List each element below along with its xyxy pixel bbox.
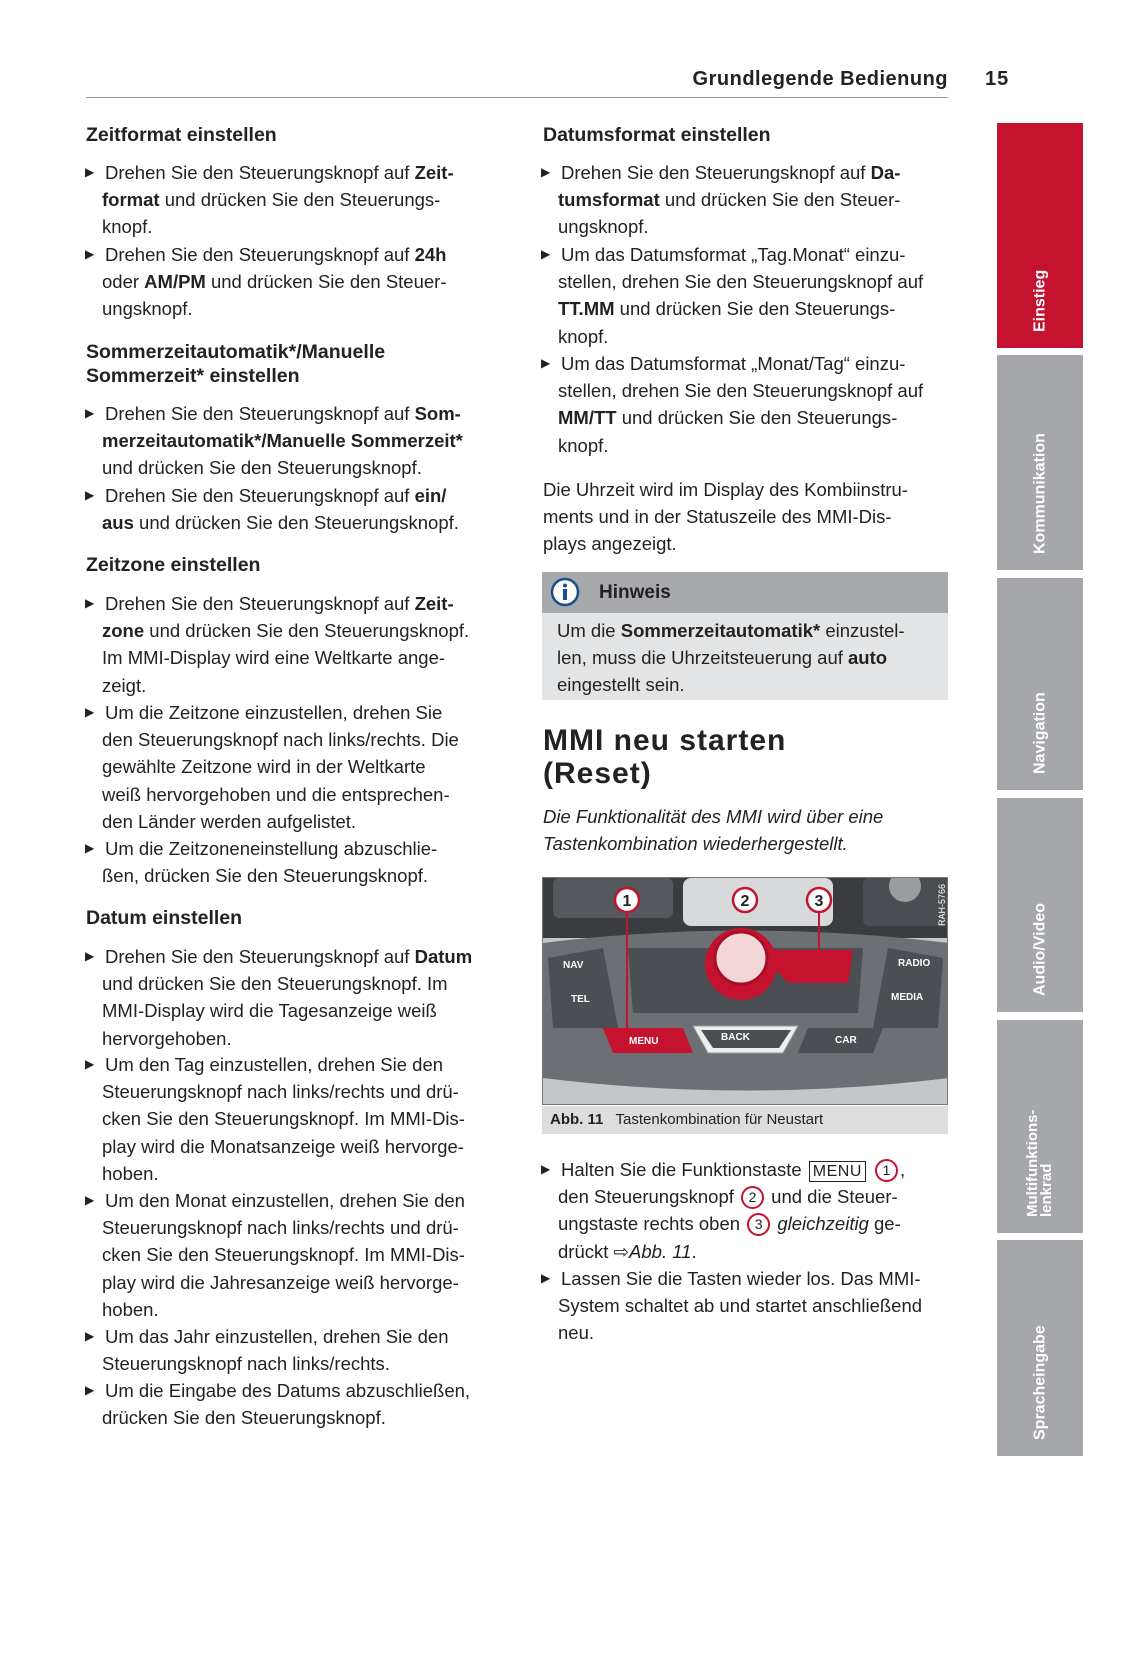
text-line (102, 1404, 470, 1431)
text-run: Drehen Sie den Steuerungsknopf auf (105, 593, 415, 614)
text-run: Steuerungsknopf nach links/rechts und drü- (102, 1217, 459, 1239)
text-run: knopf. (558, 325, 609, 347)
bullet-marker-icon: ▶ (85, 1329, 95, 1343)
text-line (102, 808, 459, 835)
tab-label: Audio/Video (1031, 902, 1049, 996)
media-button-label: MEDIA (891, 992, 924, 1003)
text-run: Um die Zeitzoneneinstellung abzuschlie- (105, 838, 438, 859)
bullet-item (85, 835, 438, 889)
marker-3 (807, 888, 831, 912)
nav-button-label: NAV (563, 960, 584, 971)
text-run: weiß hervorgehoben und die entsprechen- (102, 783, 450, 805)
text-run: cken Sie den Steuerungsknopf. Im MMI-Dis- (102, 1244, 465, 1266)
bold-text: Som- (414, 403, 461, 424)
bold-text: MM/TT (558, 407, 617, 429)
text-line (102, 1187, 465, 1214)
text-run (868, 1159, 873, 1180)
note-text (557, 617, 905, 699)
text-run: ments und in der Statuszeile des MMI-Dis- (543, 506, 892, 528)
callout-number: 1 (875, 1159, 898, 1182)
text-run: zeigt. (102, 674, 147, 696)
text-run: ßen, drücken Sie den Steuerungsknopf. (102, 865, 429, 887)
italic-text: Tastenkombination wiederhergestellt. (543, 833, 848, 855)
section-heading: Zeitformat einstellen (86, 124, 277, 146)
note-header (542, 572, 948, 613)
text-line (102, 617, 469, 644)
bullet-marker-icon: ▶ (85, 841, 95, 855)
bold-text: zone (102, 620, 145, 642)
text-run: Drehen Sie den Steuerungsknopf auf (105, 946, 415, 967)
car-button-label: CAR (835, 1035, 857, 1046)
bullet-marker-icon: ▶ (85, 596, 95, 610)
text-line (102, 835, 437, 862)
text-run: den Steuerungsknopf nach links/rechts. Die (102, 729, 459, 751)
text-run: Drehen Sie den Steuerungsknopf auf (561, 162, 871, 183)
bold-text: ein/ (414, 485, 447, 506)
text-line (102, 590, 469, 617)
bullet-item (85, 241, 447, 323)
text-line (102, 943, 472, 970)
tab-spracheingabe[interactable] (997, 1240, 1083, 1456)
bold-text: aus (102, 512, 134, 534)
text-line (558, 1238, 905, 1265)
text-line (102, 268, 447, 295)
text-run: Um die Zeitzone einzustellen, drehen Sie (105, 702, 443, 723)
text-run: knopf. (102, 216, 153, 238)
text-run: und drücken Sie den Steuerungsknopf. (133, 512, 459, 534)
text-run: ungsknopf. (558, 216, 649, 238)
info-icon (550, 577, 580, 607)
note-title: Hinweis (599, 582, 671, 603)
text-line (558, 295, 923, 322)
bullet-marker-icon: ▶ (85, 1193, 95, 1207)
tab-multifunktionslenkrad[interactable] (997, 1020, 1083, 1233)
mmi-console-illustration (543, 878, 948, 1105)
text-line (102, 186, 454, 213)
text-run: drückt ⇨ (558, 1240, 630, 1262)
bullet-marker-icon: ▶ (85, 165, 95, 179)
text-line (543, 830, 883, 857)
text-run: oder (102, 271, 145, 293)
bullet-item (541, 350, 924, 459)
text-line (102, 1133, 465, 1160)
radio-button-label: RADIO (898, 958, 931, 969)
text-line (558, 1265, 922, 1292)
tab-label: Einstieg (1031, 269, 1049, 332)
text-line (558, 213, 900, 240)
text-run: Drehen Sie den Steuerungsknopf auf (105, 162, 415, 183)
marker-2 (733, 888, 757, 912)
text-line (102, 1296, 465, 1323)
text-line (102, 1078, 465, 1105)
bullet-item (541, 1156, 906, 1265)
bullet-item (85, 590, 470, 699)
bullet-item (541, 159, 901, 241)
text-run: len, muss die Uhrzeitsteuerung auf (557, 647, 849, 669)
text-run: ungsknopf. (102, 298, 193, 320)
bullet-item (85, 1377, 471, 1431)
text-line (558, 404, 923, 431)
text-line (558, 241, 923, 268)
text-run: Im MMI-Display wird eine Weltkarte ange- (102, 647, 446, 669)
text-line (102, 1269, 465, 1296)
text-line (102, 672, 469, 699)
bullet-item (85, 943, 473, 1052)
text-line (557, 644, 905, 671)
bullet-item (85, 699, 459, 835)
bullet-marker-icon: ▶ (85, 488, 95, 502)
callout-number: 3 (747, 1213, 770, 1236)
text-run: den Länder werden aufgelistet. (102, 810, 357, 832)
intro-text (543, 803, 883, 857)
text-line (558, 1292, 922, 1319)
text-line (558, 1156, 905, 1183)
text-line (102, 1377, 470, 1404)
section-heading: Datum einstellen (86, 907, 243, 929)
bullet-marker-icon: ▶ (85, 949, 95, 963)
bullet-item (85, 1051, 465, 1187)
text-run: knopf. (558, 434, 609, 456)
bullet-item (541, 1265, 923, 1347)
bullet-marker-icon: ▶ (541, 165, 551, 179)
text-run: plays angezeigt. (543, 533, 677, 555)
bold-text: AM/PM (144, 271, 206, 293)
text-line (543, 476, 908, 503)
heading-line: (Reset) (543, 757, 652, 790)
note-body (542, 613, 948, 700)
bold-text: format (102, 189, 160, 211)
bullet-item (85, 1187, 465, 1323)
bullet-marker-icon: ▶ (85, 247, 95, 261)
text-line (558, 377, 923, 404)
text-line (558, 159, 900, 186)
text-line (102, 1214, 465, 1241)
bullet-marker-icon: ▶ (541, 247, 551, 261)
bold-text: Da- (870, 162, 901, 183)
text-run: play wird die Jahresanzeige weiß hervorge- (102, 1271, 459, 1293)
text-run: Halten Sie die Funktionstaste (561, 1159, 807, 1180)
text-line (558, 268, 923, 295)
bullet-item (85, 159, 454, 241)
text-line (102, 644, 469, 671)
text-line (102, 482, 459, 509)
text-run: Drehen Sie den Steuerungsknopf auf (105, 485, 415, 506)
text-run: und drücken Sie den Steuerungsknopf. Im (102, 973, 448, 995)
text-run: Um das Datumsformat „Tag.Monat“ einzu- (561, 244, 906, 265)
text-line (102, 295, 447, 322)
bullet-marker-icon: ▶ (85, 1383, 95, 1397)
text-line (102, 1105, 465, 1132)
text-run: Drehen Sie den Steuerungsknopf auf (105, 244, 415, 265)
text-line (102, 1051, 465, 1078)
bullet-marker-icon: ▶ (85, 1057, 95, 1071)
text-line (558, 186, 900, 213)
text-run: drücken Sie den Steuerungsknopf. (102, 1407, 386, 1429)
text-run: Steuerungsknopf nach links/rechts. (102, 1353, 390, 1375)
text-line (102, 970, 472, 997)
text-run: cken Sie den Steuerungsknopf. Im MMI-Dis- (102, 1108, 465, 1130)
text-line (102, 509, 459, 536)
text-line (102, 997, 472, 1024)
text-run: MMI-Display wird die Tagesanzeige weiß (102, 1000, 437, 1022)
tab-label: Kommunikation (1031, 433, 1049, 554)
heading-line: MMI neu starten (543, 724, 787, 757)
bullet-marker-icon: ▶ (541, 1162, 551, 1176)
text-line (558, 323, 923, 350)
text-run: den Steuerungsknopf (558, 1186, 740, 1208)
text-line (102, 400, 463, 427)
bold-text: Sommerzeitautomatik* (620, 620, 821, 641)
text-run: und drücken Sie den Steuer- (205, 271, 447, 293)
text-run: Um das Jahr einzustellen, drehen Sie den (105, 1326, 449, 1347)
text-run: hoben. (102, 1298, 159, 1320)
bold-text: merzeitautomatik*/Manuelle Sommerzeit* (102, 430, 463, 452)
text-line (558, 350, 923, 377)
text-run: ungstaste rechts oben (558, 1213, 746, 1235)
text-line (102, 427, 463, 454)
section-heading: Datumsformat einstellen (543, 124, 771, 146)
tab-einstieg[interactable] (997, 123, 1083, 348)
bold-text: tumsformat (558, 189, 660, 211)
text-line (102, 213, 454, 240)
text-line (102, 1025, 472, 1052)
text-run: Lassen Sie die Tasten wieder los. Das MMI- (561, 1268, 921, 1289)
back-button-label: BACK (721, 1032, 750, 1043)
bold-text: Zeit- (414, 162, 454, 183)
text-line (558, 1183, 905, 1210)
text-run: play wird die Monatsanzeige weiß hervorge- (102, 1135, 464, 1157)
text-run: Die Uhrzeit wird im Display des Kombiinstru- (543, 479, 908, 500)
text-line (102, 862, 437, 889)
text-run: und drücken Sie den Steuer- (659, 189, 901, 211)
text-line (558, 432, 923, 459)
section-heading: Zeitzone einstellen (86, 554, 261, 576)
page-number: 15 (985, 68, 1010, 90)
text-run: Um die Eingabe des Datums abzuschließen, (105, 1380, 471, 1401)
heading-line: Sommerzeit* einstellen (86, 365, 300, 387)
bold-text: auto (848, 647, 888, 669)
tab-label: Multifunktions- lenkrad (1024, 1109, 1055, 1217)
text-run: neu. (558, 1322, 595, 1344)
bullet-item (85, 1323, 449, 1377)
text-line (102, 454, 463, 481)
text-line (558, 1210, 905, 1237)
bullet-marker-icon: ▶ (541, 1271, 551, 1285)
text-run: und drücken Sie den Steuerungs- (614, 298, 896, 320)
text-line (102, 1350, 448, 1377)
text-run: Um den Tag einzustellen, drehen Sie den (105, 1054, 444, 1075)
figure-caption-text: Tastenkombination für Neustart (615, 1111, 824, 1128)
callout-number: 2 (741, 1186, 764, 1209)
text-run: stellen, drehen Sie den Steuerungsknopf auf (558, 380, 924, 402)
bold-text: 24h (414, 244, 447, 265)
italic-text: Die Funktionalität des MMI wird über eine (543, 806, 884, 827)
bold-text: TT.MM (558, 298, 615, 320)
text-run: eingestellt sein. (557, 674, 685, 696)
italic-text: gleichzeitig (777, 1213, 869, 1235)
tab-audio-video[interactable] (997, 798, 1083, 1012)
chapter-heading (543, 724, 786, 790)
text-line (102, 241, 447, 268)
text-run: Steuerungsknopf nach links/rechts und drü- (102, 1081, 459, 1103)
text-run: System schaltet ab und startet anschließend (558, 1295, 923, 1317)
marker-3-number: 3 (814, 893, 824, 910)
marker-1-number: 1 (622, 893, 632, 910)
text-run: Drehen Sie den Steuerungsknopf auf (105, 403, 415, 424)
figure-mmi-console (542, 877, 948, 1105)
bullet-marker-icon: ▶ (541, 356, 551, 370)
text-run: hoben. (102, 1162, 159, 1184)
text-line (543, 803, 883, 830)
text-line (558, 1319, 922, 1346)
text-line (102, 781, 459, 808)
bold-text: Zeit- (414, 593, 454, 614)
bullet-marker-icon: ▶ (85, 705, 95, 719)
text-line (102, 699, 459, 726)
text-run: und drücken Sie den Steuerungs- (616, 407, 898, 429)
text-run: Um die (557, 620, 621, 641)
text-line (102, 1323, 448, 1350)
body-paragraph (543, 476, 908, 558)
bullet-item (85, 400, 463, 482)
header-divider (86, 97, 948, 98)
text-line (543, 503, 908, 530)
text-run: und drücken Sie den Steuerungsknopf. (102, 457, 422, 479)
text-run: . (691, 1240, 697, 1262)
text-run: stellen, drehen Sie den Steuerungsknopf auf (558, 271, 924, 293)
menu-button-label: MENU (629, 1036, 659, 1047)
text-line (557, 617, 905, 644)
text-run: , (900, 1159, 906, 1180)
bold-text: Datum (414, 946, 473, 967)
figure-number: Abb. 11 (550, 1111, 604, 1128)
tab-kommunikation[interactable] (997, 355, 1083, 570)
text-line (102, 1241, 465, 1268)
bullet-marker-icon: ▶ (85, 406, 95, 420)
text-line (102, 753, 459, 780)
heading-line: Sommerzeitautomatik*/Manuelle (86, 341, 386, 363)
text-run: und die Steuer- (766, 1186, 898, 1208)
marker-1 (615, 888, 639, 912)
text-line (557, 671, 905, 698)
running-header-title: Grundlegende Bedienung (692, 68, 948, 90)
marker-2-number: 2 (740, 893, 750, 910)
bullet-item (85, 482, 459, 536)
text-line (102, 1160, 465, 1187)
section-heading (86, 340, 385, 388)
tel-button-label: TEL (571, 994, 590, 1005)
figure-caption (542, 1106, 948, 1134)
text-run: einzustel- (820, 620, 905, 641)
tab-label: Navigation (1031, 692, 1049, 774)
text-line (102, 159, 454, 186)
text-line (543, 530, 908, 557)
text-run: Um das Datumsformat „Monat/Tag“ einzu- (561, 353, 906, 374)
italic-text: Abb. 11 (629, 1240, 692, 1262)
text-run: ge- (868, 1213, 901, 1235)
text-run: und drücken Sie den Steuerungs- (159, 189, 441, 211)
text-line (102, 726, 459, 753)
tab-navigation[interactable] (997, 578, 1083, 790)
text-run: hervorgehoben. (102, 1027, 232, 1049)
key-label: MENU (809, 1161, 866, 1182)
figure-code: RAH-5766 (937, 883, 947, 926)
text-run: und drücken Sie den Steuerungsknopf. (144, 620, 470, 642)
tab-label: Spracheingabe (1031, 1325, 1049, 1440)
text-run: gewählte Zeitzone wird in der Weltkarte (102, 756, 426, 778)
text-run: Um den Monat einzustellen, drehen Sie den (105, 1190, 465, 1211)
bullet-item (541, 241, 924, 350)
